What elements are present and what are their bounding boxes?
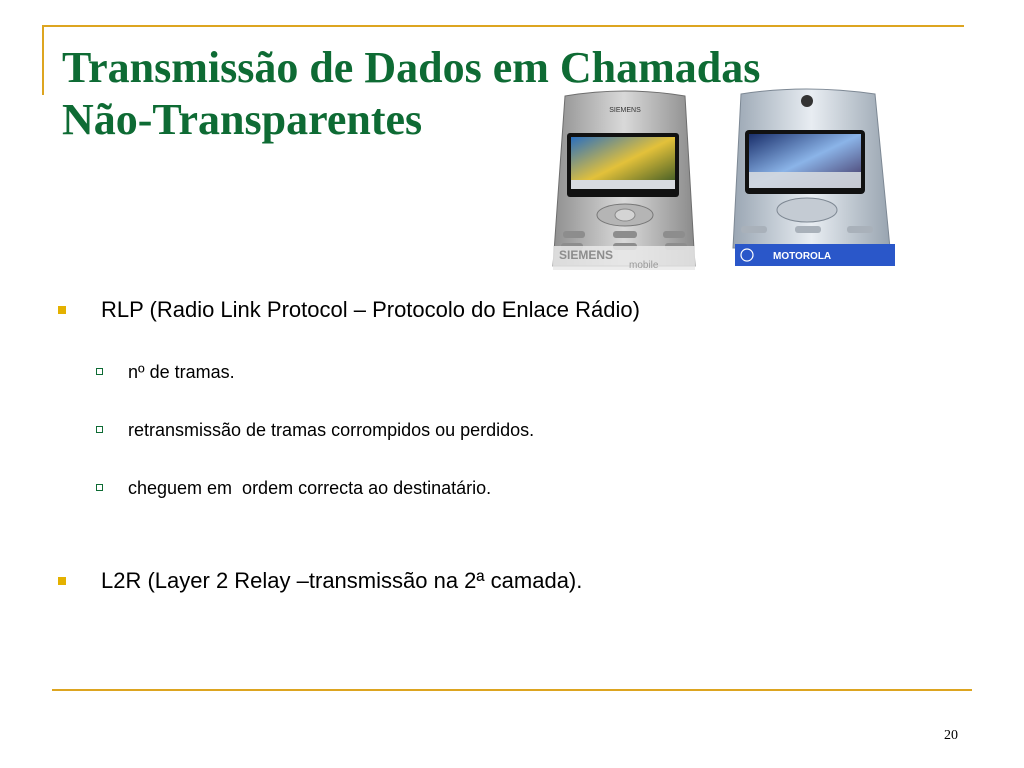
sub-bullet-2-text: retransmissão de tramas corrompidos ou perdidos. xyxy=(128,420,535,440)
square-bullet-icon xyxy=(58,306,66,314)
top-rule xyxy=(44,25,964,27)
sub-bullet-1-text: nº de tramas. xyxy=(128,362,235,382)
bullet-l2r-text: L2R (Layer 2 Relay –transmissão na 2ª camada). xyxy=(101,568,583,593)
siemens-bottom-logo: SIEMENS xyxy=(559,248,614,262)
motorola-logo: MOTOROLA xyxy=(773,251,832,262)
mobile-logo: mobile xyxy=(629,260,659,270)
bullet-rlp-text: RLP (Radio Link Protocol – Protocolo do Enlace Rádio) xyxy=(101,297,640,322)
square-bullet-icon xyxy=(58,577,66,585)
hollow-square-bullet-icon xyxy=(96,426,103,433)
title-line-1: Transmissão de Dados em Chamadas xyxy=(62,43,761,92)
siemens-top-label: SIEMENS xyxy=(609,107,641,114)
left-rule xyxy=(42,25,44,95)
sub-bullet-3-text: cheguem em ordem correcta ao destinatário. xyxy=(128,478,492,498)
title-line-2: Não-Transparentes xyxy=(62,95,423,144)
hollow-square-bullet-icon xyxy=(96,368,103,375)
slide-title xyxy=(62,42,760,146)
page-number: 20 xyxy=(944,728,958,743)
footer-rule xyxy=(52,689,972,691)
hollow-square-bullet-icon xyxy=(96,484,103,491)
